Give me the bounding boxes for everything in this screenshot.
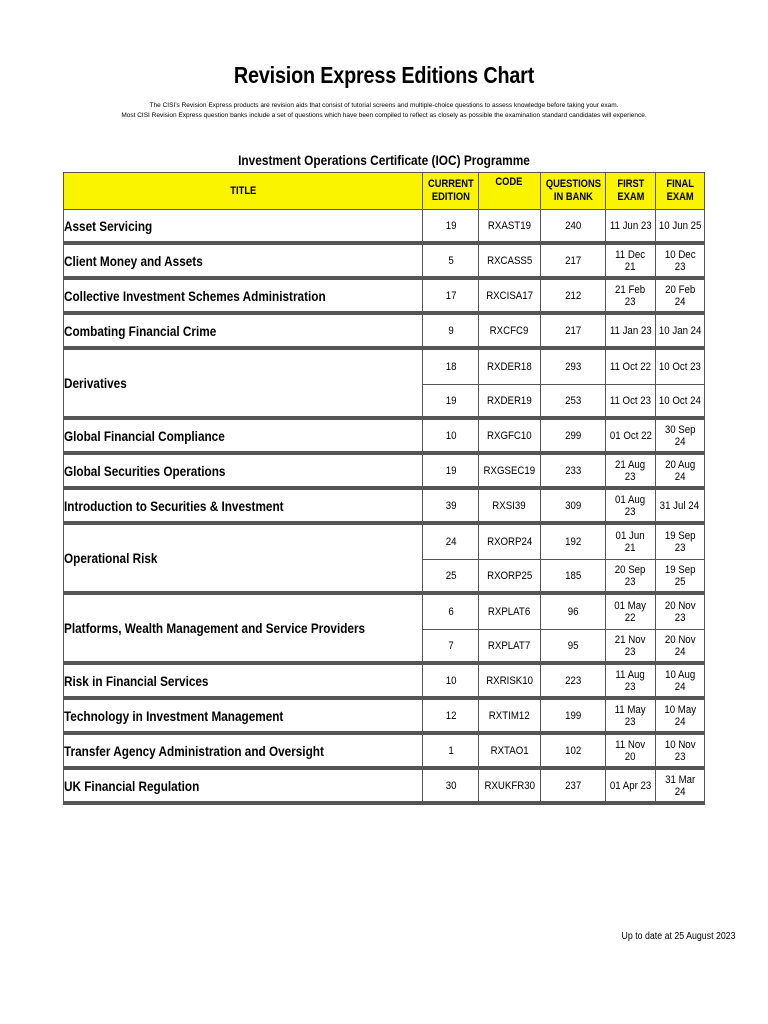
code-cell: RXPLAT7 [479,630,540,665]
questions-cell: 185 [541,560,607,595]
questions-cell: 293 [541,350,607,385]
title-cell [64,245,423,280]
first-exam-cell: 11 Oct 22 [606,350,655,385]
questions-cell: 95 [541,630,607,665]
code-cell: RXTAO1 [479,735,540,770]
current-edition-cell: 24 [423,525,479,560]
title-cell [64,315,423,350]
title-text: Platforms, Wealth Management and Service Providers [64,620,366,636]
title-cell [64,595,423,665]
questions-cell: 217 [541,315,607,350]
code-cell: RXTIM12 [479,700,540,735]
code-cell: RXORP24 [479,525,540,560]
current-edition-cell: 19 [423,210,479,245]
first-exam-cell: 11 Jan 23 [606,315,655,350]
current-edition-cell: 10 [423,665,479,700]
title-text: Introduction to Securities & Investment [64,497,284,514]
table-row [64,455,705,490]
current-edition-cell: 1 [423,735,479,770]
current-edition-cell: 9 [423,315,479,350]
header-questions-in-bank: QUESTIONS IN BANK [541,173,607,210]
first-exam-cell: 01 Apr 23 [606,770,655,805]
current-edition-cell: 10 [423,420,479,455]
code-cell: RXGFC10 [479,420,540,455]
first-exam-cell: 11 Oct 23 [606,385,655,420]
final-exam-cell: 10 Dec 23 [656,245,705,280]
first-exam-cell: 01 Jun 21 [606,525,655,560]
questions-cell: 199 [541,700,607,735]
questions-cell: 299 [541,420,607,455]
final-exam-cell: 19 Sep 23 [656,525,705,560]
intro-line-2: Most CISI Revision Express question banks include a set of questions which have been compiled to reflect as closely as possible the examination standard candidates will experience. [121,112,647,119]
code-cell: RXORP25 [479,560,540,595]
table-row [64,525,705,560]
title-text: Derivatives [64,375,127,391]
updated-note: Up to date at 25 August 2023 [621,931,736,942]
header-current-edition: CURRENT EDITION [423,173,479,210]
final-exam-cell: 30 Sep 24 [656,420,705,455]
title-cell [64,770,423,805]
table-row [64,490,705,525]
title-text: Client Money and Assets [64,252,203,269]
current-edition-cell: 25 [423,560,479,595]
table-header-row [64,173,705,210]
code-cell: RXDER19 [479,385,540,420]
title-cell [64,280,423,315]
first-exam-cell: 01 Oct 22 [606,420,655,455]
code-cell: RXCFC9 [479,315,540,350]
title-text: UK Financial Regulation [64,777,200,794]
table-row [64,420,705,455]
final-exam-cell: 31 Mar 24 [656,770,705,805]
current-edition-cell: 5 [423,245,479,280]
title-cell [64,420,423,455]
code-cell: RXDER18 [479,350,540,385]
title-text: Technology in Investment Management [64,707,284,724]
first-exam-cell: 01 Aug 23 [606,490,655,525]
first-exam-cell: 11 Nov 20 [606,735,655,770]
current-edition-cell: 19 [423,385,479,420]
title-text: Global Securities Operations [64,462,226,479]
final-exam-cell: 20 Nov 24 [656,630,705,665]
final-exam-cell: 20 Aug 24 [656,455,705,490]
questions-cell: 212 [541,280,607,315]
title-cell [64,490,423,525]
code-cell: RXRISK10 [479,665,540,700]
current-edition-cell: 12 [423,700,479,735]
questions-cell: 217 [541,245,607,280]
questions-cell: 253 [541,385,607,420]
questions-cell: 223 [541,665,607,700]
programme-title: Investment Operations Certificate (IOC) Programme [238,153,530,168]
title-cell [64,700,423,735]
final-exam-cell: 10 Nov 23 [656,735,705,770]
header-final-exam: FINAL EXAM [656,173,705,210]
current-edition-cell: 18 [423,350,479,385]
current-edition-cell: 30 [423,770,479,805]
title-text: Global Financial Compliance [64,427,225,444]
final-exam-cell: 19 Sep 25 [656,560,705,595]
first-exam-cell: 11 Jun 23 [606,210,655,245]
title-text: Collective Investment Schemes Administration [64,287,326,304]
questions-cell: 309 [541,490,607,525]
table-row [64,315,705,350]
first-exam-cell: 01 May 22 [606,595,655,630]
final-exam-cell: 20 Nov 23 [656,595,705,630]
current-edition-cell: 19 [423,455,479,490]
first-exam-cell: 20 Sep 23 [606,560,655,595]
code-cell: RXGSEC19 [479,455,540,490]
current-edition-cell: 6 [423,595,479,630]
final-exam-cell: 31 Jul 24 [656,490,705,525]
table-row [64,280,705,315]
title-text: Transfer Agency Administration and Oversight [64,742,324,759]
final-exam-cell: 10 May 24 [656,700,705,735]
questions-cell: 240 [541,210,607,245]
title-cell [64,735,423,770]
current-edition-cell: 7 [423,630,479,665]
code-cell: RXPLAT6 [479,595,540,630]
questions-cell: 192 [541,525,607,560]
code-cell: RXAST19 [479,210,540,245]
title-cell [64,455,423,490]
final-exam-cell: 10 Oct 24 [656,385,705,420]
questions-cell: 96 [541,595,607,630]
first-exam-cell: 21 Nov 23 [606,630,655,665]
code-cell: RXCASS5 [479,245,540,280]
intro-line-1: The CISI’s Revision Express products are revision aids that consist of tutorial screens and multiple-choice questions to assess knowledge before taking your exam. [149,102,619,109]
first-exam-cell: 11 Aug 23 [606,665,655,700]
final-exam-cell: 10 Aug 24 [656,665,705,700]
table-body [64,210,705,805]
table-row [64,770,705,805]
current-edition-cell: 17 [423,280,479,315]
questions-cell: 237 [541,770,607,805]
title-cell [64,210,423,245]
current-edition-cell: 39 [423,490,479,525]
questions-cell: 102 [541,735,607,770]
code-cell: RXUKFR30 [479,770,540,805]
first-exam-cell: 11 May 23 [606,700,655,735]
title-text: Combating Financial Crime [64,322,217,339]
code-cell: RXSI39 [479,490,540,525]
header-title: TITLE [64,173,423,210]
title-text: Risk in Financial Services [64,672,209,689]
table-row [64,735,705,770]
first-exam-cell: 11 Dec 21 [606,245,655,280]
first-exam-cell: 21 Feb 23 [606,280,655,315]
final-exam-cell: 10 Jun 25 [656,210,705,245]
title-text: Operational Risk [64,550,158,566]
table-row [64,665,705,700]
table-row [64,595,705,630]
editions-table [63,172,705,805]
first-exam-cell: 21 Aug 23 [606,455,655,490]
table-row [64,700,705,735]
table-row [64,350,705,385]
title-cell [64,350,423,420]
header-first-exam: FIRST EXAM [606,173,655,210]
code-cell: RXCISA17 [479,280,540,315]
final-exam-cell: 20 Feb 24 [656,280,705,315]
header-code: CODE [479,173,540,210]
final-exam-cell: 10 Jan 24 [656,315,705,350]
title-text: Asset Servicing [64,217,153,234]
final-exam-cell: 10 Oct 23 [656,350,705,385]
table-row [64,210,705,245]
page-title: Revision Express Editions Chart [233,62,535,88]
title-cell [64,525,423,595]
questions-cell: 233 [541,455,607,490]
title-cell [64,665,423,700]
table-row [64,245,705,280]
